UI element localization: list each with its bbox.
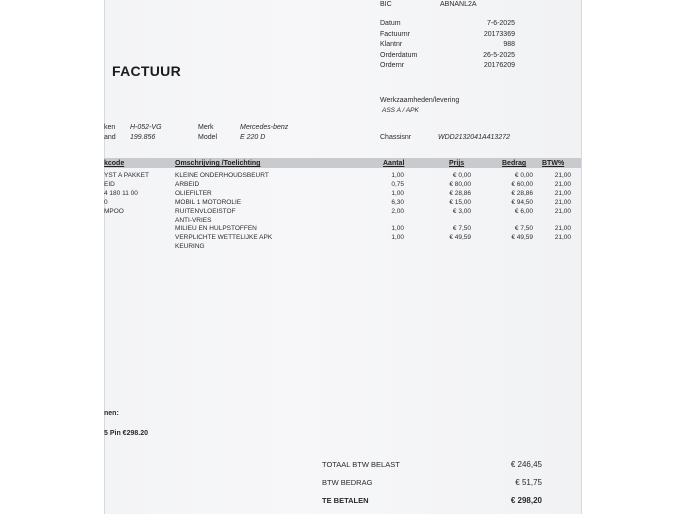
total-value: € 298,20 (510, 496, 542, 505)
total-label: TE BETALEN (322, 496, 369, 505)
cell-quantity: 0,75 (391, 180, 404, 188)
license-plate: H-052-VG (130, 124, 162, 131)
total-value: € 51,75 (515, 478, 542, 487)
cell-vat: 21,00 (554, 189, 571, 197)
table-header (104, 158, 582, 168)
invoice-page (104, 0, 582, 514)
info-value: 988 (503, 41, 515, 48)
model-value: E 220 D (240, 134, 266, 141)
cell-description: OLIEFILTER (175, 189, 212, 197)
cell-code: YST A PAKKET (104, 172, 149, 179)
header-amount: Bedrag (502, 160, 527, 167)
table-row (104, 208, 582, 217)
cell-description: MILIEU EN HULPSTOFFEN (175, 225, 257, 233)
chassis-value: WDD2132041A413272 (438, 134, 510, 141)
info-value: 20176209 (483, 62, 515, 69)
table-row (104, 234, 582, 243)
cell-vat: 21,00 (554, 172, 571, 179)
header-description: Omschrijving /Toelichting (175, 160, 261, 167)
page-edge-right (581, 0, 582, 514)
cell-description: KLEINE ONDERHOUDSBEURT (175, 172, 269, 179)
info-label: Factuurnr (380, 30, 410, 38)
cell-amount: € 28,86 (511, 189, 533, 197)
header-quantity: Aantal (383, 160, 405, 167)
cell-code: 4 180 11 00 (104, 189, 138, 197)
merk-label: Merk (198, 124, 214, 131)
cell-vat: 21,00 (554, 198, 571, 206)
bic-label: BIC (380, 1, 392, 8)
cell-vat: 21,00 (554, 234, 571, 242)
cell-price: € 28,86 (449, 189, 471, 197)
payment-label: nen: (104, 410, 119, 417)
mileage: 199.856 (130, 134, 156, 141)
page-title: FACTUUR (112, 63, 181, 79)
cell-amount: € 7,50 (514, 225, 533, 233)
info-label: Ordernr (380, 62, 405, 69)
cell-price: € 15,00 (449, 198, 471, 206)
table-row (104, 181, 582, 190)
cell-description: MOBIL 1 MOTOROLIE (175, 198, 242, 206)
cell-quantity: 2,00 (391, 207, 404, 215)
info-label: Datum (380, 20, 401, 27)
total-label: TOTAAL BTW BELAST (322, 460, 400, 469)
table-row (104, 172, 582, 181)
cell-price: € 49,59 (449, 234, 471, 242)
cell-quantity: 1,00 (391, 189, 404, 197)
header-vat: BTW% (542, 160, 565, 167)
total-value: € 246,45 (510, 460, 542, 469)
header-code: kcode (104, 160, 125, 167)
cell-description: ARBEID (175, 180, 200, 188)
info-label: Orderdatum (380, 51, 418, 59)
total-label: BTW BEDRAG (322, 478, 373, 487)
info-value: 20173369 (483, 30, 515, 38)
table-row (104, 243, 582, 252)
work-value: ASS A / APK (382, 107, 419, 114)
info-value: 26-5-2025 (483, 51, 515, 59)
cell-price: € 80,00 (449, 180, 471, 188)
cell-price: € 3,00 (452, 207, 471, 215)
cell-quantity: 6,30 (391, 198, 404, 206)
cell-vat: 21,00 (554, 180, 571, 188)
table-row (104, 199, 582, 208)
table-row (104, 217, 582, 226)
cell-amount: € 6,00 (514, 207, 533, 215)
cell-code: 0 (104, 198, 108, 206)
work-label: Werkzaamheden/levering (380, 97, 460, 104)
cell-amount: € 94,50 (511, 198, 533, 206)
cell-amount: € 0,00 (514, 172, 533, 179)
cell-amount: € 60,00 (511, 180, 533, 188)
cell-vat: 21,00 (554, 225, 571, 233)
table-row (104, 225, 582, 234)
chassis-label: Chassisnr (380, 134, 412, 141)
cell-quantity: 1,00 (391, 234, 404, 242)
cell-description: ANTI-VRIES (175, 216, 212, 224)
merk-value: Mercedes-benz (240, 124, 289, 131)
cell-quantity: 1,00 (391, 172, 404, 179)
cell-description: KEURING (175, 243, 205, 251)
info-value: 7-6-2025 (486, 20, 515, 27)
model-label: Model (198, 134, 218, 141)
table-row (104, 190, 582, 199)
cell-code: EID (104, 180, 115, 188)
payment-value: 5 Pin €298.20 (104, 430, 148, 437)
cell-price: € 7,50 (452, 225, 471, 233)
vehicle-label-1: ken (104, 124, 116, 131)
cell-amount: € 49,59 (511, 234, 533, 242)
info-label: Klantnr (380, 41, 403, 48)
cell-vat: 21,00 (554, 207, 571, 215)
cell-price: € 0,00 (452, 172, 471, 179)
bic-value: ABNANL2A (440, 1, 477, 8)
vehicle-label-2: and (104, 134, 116, 141)
cell-quantity: 1,00 (391, 225, 404, 233)
cell-description: RUITENVLOEISTOF (175, 207, 236, 215)
cell-description: VERPLICHTE WETTELIJKE APK (175, 234, 273, 242)
header-price: Prijs (449, 160, 465, 167)
cell-code: MPOO (104, 207, 124, 215)
